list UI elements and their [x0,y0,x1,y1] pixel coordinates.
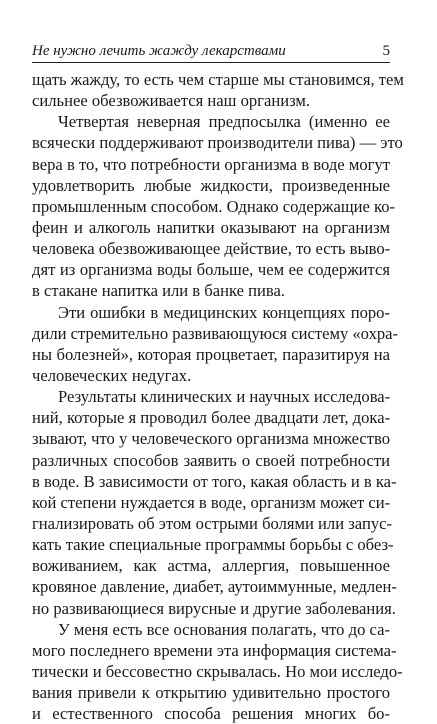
text-line: но развивающиеся вирусные и другие заболевания. [32,598,396,618]
text-line: Четвертая неверная предпосылка (именно ее [58,112,390,132]
text-line: щать жажду, то есть чем старше мы становимся, тем [32,70,404,89]
header-rule [32,62,390,63]
text-line: У меня есть все основания полагать, что до са- [58,619,390,639]
text-line: Эти ошибки в медицинских концепциях поро- [58,302,390,322]
text-line: кой степени нуждается в воде, организм может си- [32,492,391,512]
text-line: различных способов заявить о своей потребности [32,450,390,470]
text-line: кать такие специальные программы борьбы с обез- [32,535,394,555]
text-line: сильнее обезвоживается наш организм. [32,91,311,111]
text-line: и естественного способа решения многих бо- [32,704,390,724]
text-line: ний, которые я проводил более двадцати лет, дока- [32,408,391,428]
paragraph [32,619,403,724]
text-line: воживанием, как астма, аллергия, повышенное [32,556,390,576]
text-line: в воде. В зависимости от того, какая область и в ка- [32,471,397,491]
page-number: 5 [382,43,390,59]
text-line: удовлетворить любые жидкости, произведенные [32,175,390,195]
text-line: вера в то, что потребности организма в воде могут [32,154,390,174]
text-line: тически и бессовестно скрывалась. Но мои исследо- [32,661,403,681]
text-line: зывают, что у человеческого организма множество [32,429,390,449]
text-line: вания привели к открытию удивительно простого [32,683,390,703]
text-line: кровяное давление, диабет, аутоиммунные, медлен- [32,577,397,597]
paragraph [32,302,399,387]
text-line: мого последнего времени эта информация система- [32,640,397,660]
text-line: Результаты клинических и научных исследова- [58,387,391,407]
paragraph [32,386,397,619]
paragraph [32,69,404,111]
running-head [32,40,390,60]
body-text [32,69,404,724]
text-line: в стакане напитка или в банке пива. [32,281,286,301]
running-title: Не нужно лечить жажду лекарствами [32,43,286,59]
paragraph [32,111,403,301]
text-line: ны болезней», которая процветает, паразитируя на [32,344,390,364]
text-line: гнализировать об этом острыми болями или запус- [32,513,393,533]
text-line: промышленным способом. Однако содержащие ко- [32,196,396,216]
text-line: человека обезвоживающее действие, то есть выво- [32,239,391,259]
text-line: дили стремительно развивающуюся систему «охра- [32,323,399,343]
text-line: дят из организма воды больше, чем ее содержится [32,260,390,280]
text-line: феин и алкоголь напитки оказывают на организм [32,217,390,237]
text-line: всячески поддерживают производители пива) — это [32,133,403,153]
text-line: человеческих недугах. [32,365,192,385]
